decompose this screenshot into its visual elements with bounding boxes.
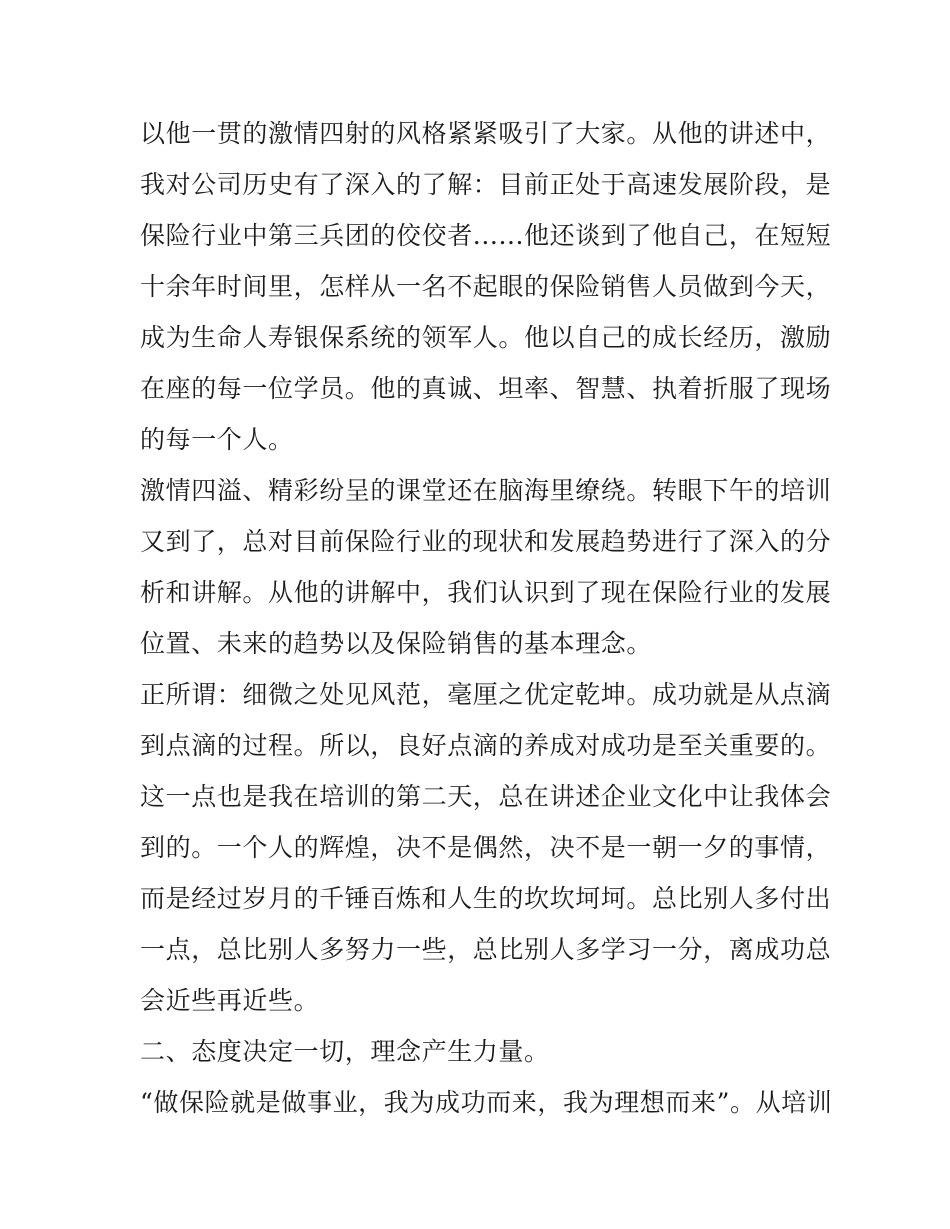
text-line: 在座的每一位学员。他的真诚、坦率、智慧、执着折服了现场 xyxy=(140,374,832,403)
text-line: 一点，总比别人多努力一些，总比别人多学习一分，离成功总 xyxy=(140,935,832,964)
text-line: 我对公司历史有了深入的了解：目前正处于高速发展阶段，是 xyxy=(140,170,832,199)
text-line: 激情四溢、精彩纷呈的课堂还在脑海里缭绕。转眼下午的培训 xyxy=(140,476,832,505)
text-line: 保险行业中第三兵团的佼佼者......他还谈到了他自己，在短短 xyxy=(140,221,832,250)
text-line: 到的。一个人的辉煌，决不是偶然，决不是一朝一夕的事情， xyxy=(140,833,832,862)
text-line: 成为生命人寿银保系统的领军人。他以自己的成长经历，激励 xyxy=(140,323,832,352)
text-line: 正所谓：细微之处见风范，毫厘之优定乾坤。成功就是从点滴 xyxy=(140,680,832,709)
body-text xyxy=(140,108,833,1128)
text-line: 这一点也是我在培训的第二天，总在讲述企业文化中让我体会 xyxy=(140,782,832,811)
section-heading: 二、态度决定一切，理念产生力量。 xyxy=(140,1037,550,1066)
text-line: 会近些再近些。 xyxy=(140,986,320,1015)
text-line: 到点滴的过程。所以，良好点滴的养成对成功是至关重要的。 xyxy=(140,731,832,760)
text-line: 析和讲解。从他的讲解中，我们认识到了现在保险行业的发展 xyxy=(140,578,832,607)
text-line: 的每一个人。 xyxy=(140,425,294,454)
text-line: 又到了，总对目前保险行业的现状和发展趋势进行了深入的分 xyxy=(140,527,832,556)
text-line: 位置、未来的趋势以及保险销售的基本理念。 xyxy=(140,629,653,658)
text-line: 十余年时间里，怎样从一名不起眼的保险销售人员做到今天， xyxy=(140,272,832,301)
text-line: 以他一贯的激情四射的风格紧紧吸引了大家。从他的讲述中， xyxy=(140,119,832,148)
text-line: “做保险就是做事业，我为成功而来，我为理想而来”。从培训 xyxy=(140,1088,833,1117)
text-line: 而是经过岁月的千锤百炼和人生的坎坎坷坷。总比别人多付出 xyxy=(140,884,832,913)
